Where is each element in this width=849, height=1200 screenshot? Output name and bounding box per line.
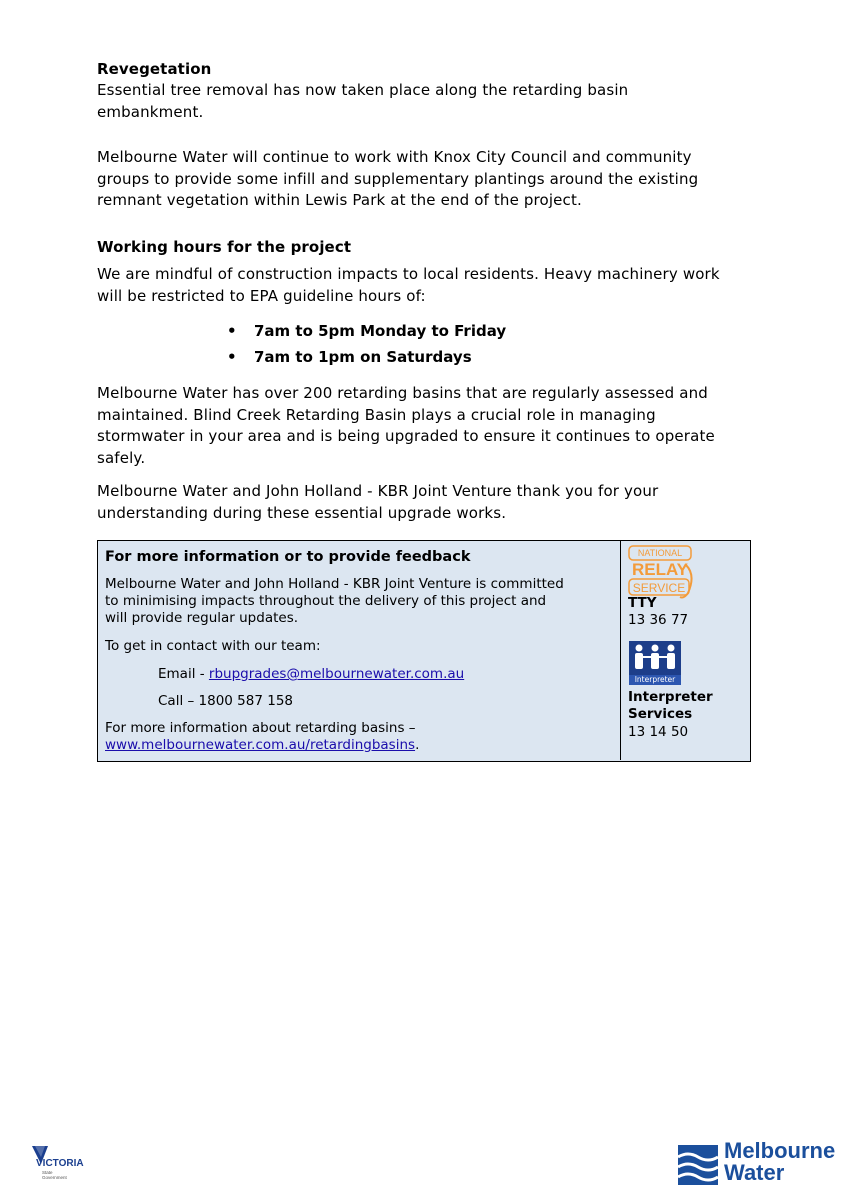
commitment-line2: to minimising impacts throughout the delivery of this project and — [105, 593, 547, 609]
melbourne-water-wordmark — [724, 1140, 835, 1184]
melbourne-water-wave-icon — [678, 1145, 718, 1185]
url-suffix: . — [415, 737, 420, 753]
contact-intro: To get in contact with our team: — [105, 638, 321, 654]
email-prefix: Email - — [158, 666, 209, 682]
svg-text:VICTORIA: VICTORIA — [36, 1158, 84, 1169]
basins-line4: safely. — [97, 448, 146, 467]
interpreter-label-line2: Services — [628, 706, 693, 722]
interpreter-label-line1: Interpreter — [628, 689, 713, 705]
contact-info-cell — [98, 541, 621, 760]
more-info-text — [105, 720, 617, 754]
basins-paragraph — [97, 383, 777, 469]
svg-text:Government: Government — [42, 1175, 67, 1180]
revegetation-para2-line3: remnant vegetation within Lewis Park at the end of the project. — [97, 191, 582, 209]
melbourne-water-line2: Water — [724, 1160, 785, 1185]
melbourne-water-line1: Melbourne — [724, 1138, 836, 1163]
svg-text:State: State — [42, 1170, 53, 1175]
basins-line1: Melbourne Water has over 200 retarding basins that are regularly assessed and — [97, 384, 708, 402]
contact-box — [97, 540, 751, 762]
working-hours-list — [227, 318, 506, 370]
basins-line3: stormwater in your area and is being upgraded to ensure it continues to operate — [97, 427, 715, 445]
commitment-line3: will provide regular updates. — [105, 610, 299, 626]
tty-number: 13 36 77 — [628, 612, 689, 628]
revegetation-para2-line2: groups to provide some infill and supplementary plantings around the existing — [97, 169, 699, 188]
working-hours-line1: We are mindful of construction impacts to local residents. Heavy machinery work — [97, 265, 720, 283]
accessibility-cell — [621, 541, 749, 760]
svg-text:NATIONAL: NATIONAL — [637, 548, 683, 558]
thanks-paragraph — [97, 481, 777, 524]
revegetation-heading: Revegetation — [97, 60, 212, 78]
commitment-line1: Melbourne Water and John Holland - KBR Joint Venture is committed — [105, 576, 564, 592]
working-hours-heading: Working hours for the project — [97, 238, 352, 256]
svg-text:SERVICE: SERVICE — [632, 581, 686, 595]
working-hours-line2: will be restricted to EPA guideline hours of: — [97, 286, 426, 305]
tty-label: TTY — [628, 595, 657, 611]
thanks-line1: Melbourne Water and John Holland - KBR Joint Venture thank you for your — [97, 482, 659, 500]
commitment-text — [105, 576, 617, 627]
victoria-state-government-logo — [32, 1142, 112, 1186]
svg-text:RELAY: RELAY — [631, 560, 689, 579]
email-link[interactable]: rbupgrades@melbournewater.com.au — [208, 666, 465, 682]
melbourne-water-logo — [678, 1138, 848, 1189]
interpreter-logo-caption: Interpreter — [629, 675, 681, 685]
revegetation-para1-line2: embankment. — [97, 102, 204, 121]
revegetation-para2-line1: Melbourne Water will continue to work with Knox City Council and community — [97, 148, 692, 166]
call-line: Call – 1800 587 158 — [158, 693, 294, 709]
working-hours-bullet: • 7am to 1pm on Saturdays — [227, 344, 506, 370]
interpreter-number: 13 14 50 — [628, 724, 689, 740]
revegetation-section — [97, 59, 777, 123]
email-line — [158, 666, 670, 683]
interpreter-logo — [629, 641, 681, 685]
revegetation-para1-line1: Essential tree removal has now taken place along the retarding basin — [97, 81, 629, 99]
contact-heading: For more information or to provide feedback — [105, 549, 471, 565]
working-hours-bullet: • 7am to 5pm Monday to Friday — [227, 318, 506, 344]
working-hours-section — [97, 237, 777, 307]
more-info-line: For more information about retarding basins – — [105, 720, 416, 736]
interpreter-people-icon — [629, 641, 681, 675]
basins-line2: maintained. Blind Creek Retarding Basin plays a crucial role in managing — [97, 405, 656, 424]
retarding-basins-link[interactable]: www.melbournewater.com.au/retardingbasins — [105, 737, 416, 753]
revegetation-para2 — [97, 147, 777, 212]
thanks-line2: understanding during these essential upgrade works. — [97, 503, 507, 522]
national-relay-service-logo — [628, 545, 696, 601]
